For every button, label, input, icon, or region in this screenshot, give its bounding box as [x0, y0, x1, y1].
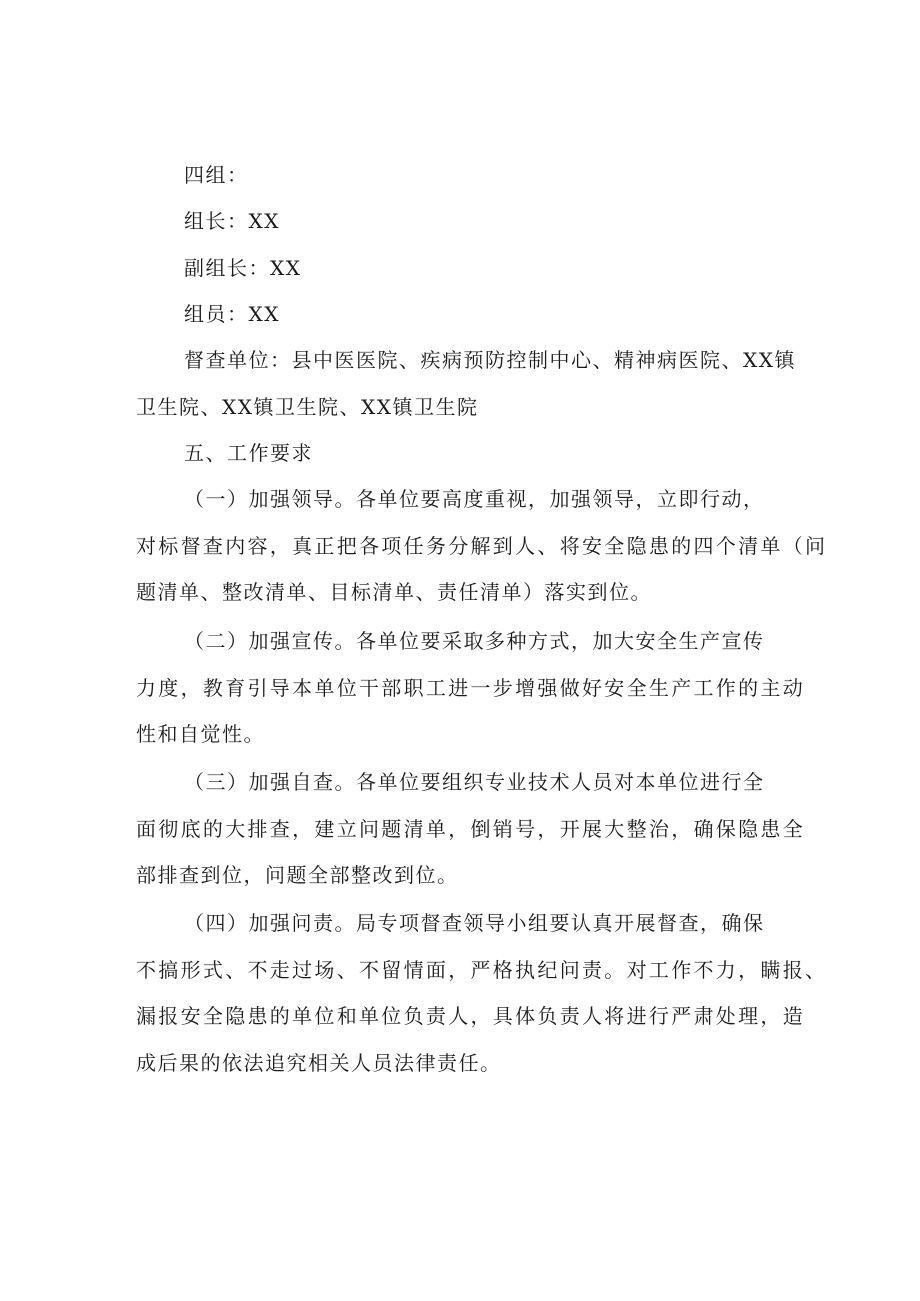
group4-heading: 四组：	[184, 163, 249, 187]
para4-line4: 成后果的依法追究相关人员法律责任。	[136, 1051, 502, 1075]
group4-units-line1: 督查单位：县中医医院、疾病预防控制中心、精神病医院、XX镇	[184, 348, 796, 372]
para2-line3: 性和自觉性。	[136, 722, 265, 746]
group4-members: 组员：XX	[184, 302, 280, 326]
para1-line2: 对标督查内容，真正把各项任务分解到人、将安全隐患的四个清单（问	[136, 534, 828, 558]
group4-leader: 组长：XX	[184, 209, 280, 233]
para3-line1: （三）加强自查。各单位要组织专业技术人员对本单位进行全	[184, 770, 765, 794]
para1-line1: （一）加强领导。各单位要高度重视，加强领导，立即行动，	[184, 487, 765, 511]
para1-line3: 题清单、整改清单、目标清单、责任清单）落实到位。	[136, 580, 652, 604]
section5-heading: 五、工作要求	[184, 441, 313, 465]
para3-line2: 面彻底的大排查，建立问题清单，倒销号，开展大整治，确保隐患全	[136, 817, 805, 841]
para4-line1: （四）加强问责。局专项督查领导小组要认真开展督查，确保	[184, 911, 765, 935]
para2-line2: 力度，教育引导本单位干部职工进一步增强做好安全生产工作的主动	[136, 676, 805, 700]
group4-units-line2: 卫生院、XX镇卫生院、XX镇卫生院	[136, 395, 479, 419]
para2-line1: （二）加强宣传。各单位要采取多种方式，加大安全生产宣传	[184, 629, 765, 653]
para3-line3: 部排查到位，问题全部整改到位。	[136, 863, 459, 887]
para4-line3: 漏报安全隐患的单位和单位负责人，具体负责人将进行严肃处理，造	[136, 1004, 805, 1028]
group4-deputy: 副组长：XX	[184, 256, 302, 280]
para4-line2: 不搞形式、不走过场、不留情面，严格执纪问责。对工作不力，瞒报、	[136, 958, 828, 982]
